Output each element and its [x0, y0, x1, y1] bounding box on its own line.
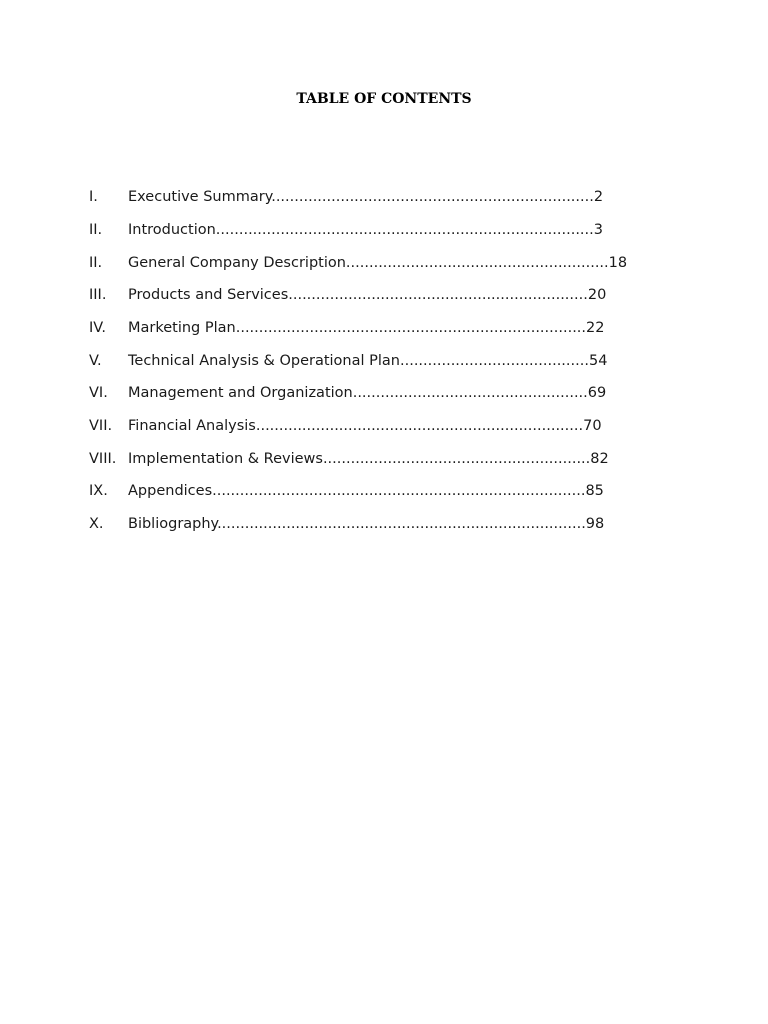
toc-text: Executive Summary......................................................................2 — [128, 189, 604, 205]
toc-numeral: VI. — [89, 385, 108, 401]
toc-numeral: I. — [89, 189, 98, 205]
toc-text: Financial Analysis.......................................................................70 — [128, 418, 602, 434]
toc-numeral: IX. — [89, 483, 108, 499]
toc-text: Introduction..................................................................................3 — [128, 222, 603, 238]
toc-numeral: II. — [89, 222, 103, 238]
toc-numeral: X. — [89, 516, 104, 532]
toc-text: Management and Organization...................................................69 — [128, 385, 607, 401]
toc-text: Technical Analysis & Operational Plan.........................................54 — [128, 353, 608, 369]
toc-numeral: VII. — [89, 418, 113, 434]
toc-text: Products and Services.................................................................20 — [128, 287, 607, 303]
toc-text: General Company Description.........................................................18 — [128, 255, 628, 271]
toc-text: Bibliography................................................................................98 — [128, 516, 605, 532]
toc-text: Implementation & Reviews..........................................................82 — [128, 451, 609, 467]
toc-numeral: III. — [89, 287, 107, 303]
toc-numeral: II. — [89, 255, 103, 271]
toc-numeral: V. — [89, 353, 102, 369]
toc-text: Marketing Plan............................................................................22 — [128, 320, 605, 336]
toc-numeral: IV. — [89, 320, 106, 336]
toc-text: Appendices.................................................................................85 — [128, 483, 604, 499]
page-title: TABLE OF CONTENTS — [296, 91, 472, 107]
toc-numeral: VIII. — [89, 451, 117, 467]
